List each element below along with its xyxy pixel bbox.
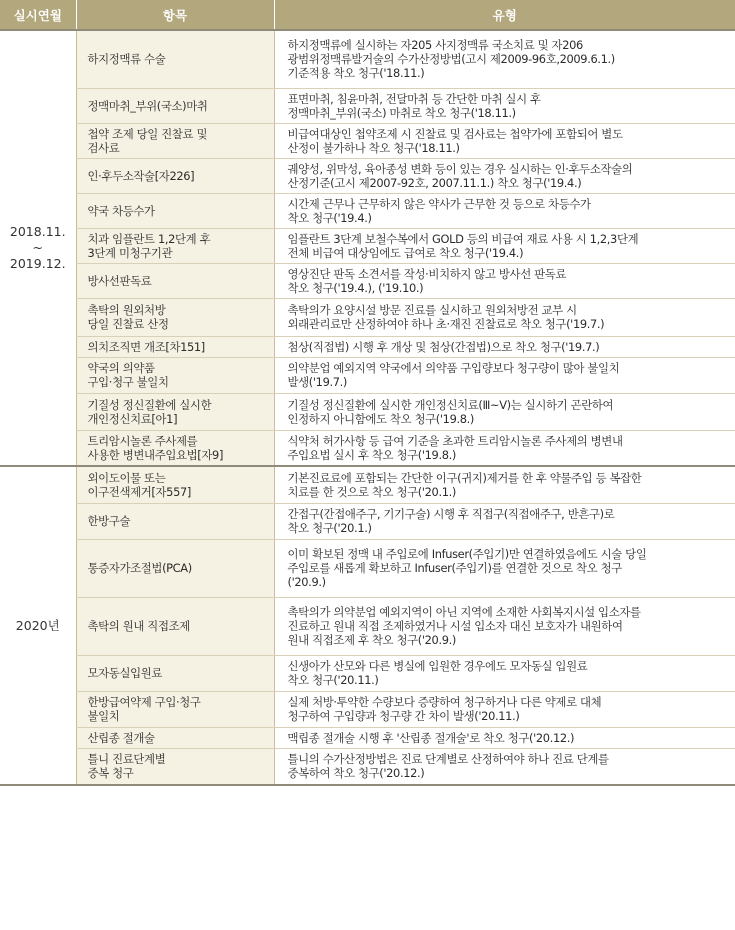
description-cell [274, 393, 735, 430]
item-cell [76, 357, 274, 393]
item-cell [76, 748, 274, 785]
item-line: 한방구술 [87, 514, 131, 528]
item-cell [76, 539, 274, 597]
description-line: 비급여대상인 첩약조제 시 진찰료 및 검사료는 첩약가에 포함되어 별도 [287, 126, 623, 141]
description-cell [274, 30, 735, 88]
item-line: 통증자가조절법(PCA) [87, 561, 192, 575]
description-cell [274, 298, 735, 336]
table-row [0, 263, 735, 298]
table-row [0, 336, 735, 357]
item-cell [76, 655, 274, 691]
item-cell [76, 158, 274, 193]
description-line: 중복하여 착오 청구('20.12.) [287, 766, 425, 781]
description-cell [274, 123, 735, 158]
table-row [0, 539, 735, 597]
item-line: 의치조직면 개조[차151] [87, 339, 205, 354]
item-cell [76, 727, 274, 748]
table-row [0, 357, 735, 393]
item-line: 한방급여약제 구입·청구 [87, 695, 201, 709]
item-line: 치과 임플란트 1,2단계 후 [87, 231, 211, 246]
description-line: 인정하지 아니함에도 착오 청구('19.8.) [287, 411, 475, 426]
item-cell [76, 466, 274, 503]
item-line: 틀니 진료단계별 [87, 752, 166, 767]
description-line: 하지정맥류에 실시하는 자205 사지정맥류 국소치료 및 자206 [287, 38, 583, 53]
item-cell [76, 298, 274, 336]
description-cell [274, 263, 735, 298]
item-line: 당일 진찰료 산정 [87, 317, 169, 331]
description-line: ('20.9.) [287, 575, 326, 589]
table-row [0, 466, 735, 503]
description-line: 이미 확보된 정맥 내 주입로에 Infuser(주입기)만 연결하였음에도 시술 당일 [287, 547, 647, 561]
item-line: 구입·청구 불일치 [87, 375, 169, 389]
item-cell [76, 88, 274, 123]
item-line: 산립종 절개술 [87, 730, 155, 745]
description-line: 진료하고 원내 직접 조제하였거나 시설 입소자 대신 보호자가 내원하여 [287, 619, 623, 633]
description-line: 주입요법 실시 후 착오 청구('19.8.) [287, 447, 456, 462]
description-cell [274, 466, 735, 503]
item-cell [76, 193, 274, 228]
table-row [0, 158, 735, 193]
item-line: 이구전색제거[자557] [87, 484, 191, 499]
item-line: 사용한 병변내주입요법[자9] [87, 447, 224, 462]
table-row [0, 503, 735, 539]
description-cell [274, 748, 735, 785]
description-line: 주입로를 새롭게 확보하고 Infuser(주입기)를 연결한 것으로 착오 청구 [287, 561, 622, 575]
description-cell [274, 503, 735, 539]
description-cell [274, 597, 735, 655]
item-cell [76, 263, 274, 298]
table-row [0, 691, 735, 727]
item-cell [76, 336, 274, 357]
description-line: 광범위정맥류발거술의 수가산정방법(고시 제2009-96호,2009.6.1.) [287, 52, 615, 67]
period-line: 2020년 [15, 617, 60, 633]
item-line: 외이도이물 또는 [87, 470, 166, 485]
item-line: 모자동실입원료 [87, 666, 163, 680]
table-row [0, 727, 735, 748]
item-line: 방사선판독료 [87, 273, 152, 288]
table-row [0, 193, 735, 228]
description-line: 기본진료료에 포함되는 간단한 이구(귀지)제거를 한 후 약물주입 등 복잡한 [287, 470, 642, 485]
description-line: 틀니의 수가산정방법은 진료 단계별로 산정하여야 하나 진료 단계를 [287, 752, 609, 767]
description-line: 착오 청구('19.4.), ('19.10.) [287, 280, 424, 295]
description-cell [274, 357, 735, 393]
table-row [0, 123, 735, 158]
item-line: 촉탁의 원내 직접조제 [87, 619, 190, 633]
description-line: 기질성 정신질환에 실시한 개인정신치료(Ⅲ~Ⅴ)는 실시하기 곤란하여 [287, 397, 614, 412]
description-cell [274, 430, 735, 466]
item-cell [76, 597, 274, 655]
description-cell [274, 88, 735, 123]
item-line: 첩약 조제 당일 진찰료 및 [87, 126, 208, 141]
period-cell [0, 30, 76, 466]
table-header-row [0, 0, 735, 30]
table-row [0, 30, 735, 88]
description-cell [274, 336, 735, 357]
description-line: 외래관리료만 산정하여야 하나 초·재진 진찰료로 착오 청구('19.7.) [287, 317, 605, 331]
item-cell [76, 123, 274, 158]
description-line: 청구하여 구입량과 청구량 간 차이 발생('20.11.) [287, 709, 520, 723]
description-line: 발생('19.7.) [287, 375, 348, 389]
description-line: 신생아가 산모와 다른 병실에 입원한 경우에도 모자동실 입원료 [287, 659, 588, 673]
description-line: 정맥마취_부위(국소) 마취로 착오 청구('18.11.) [287, 105, 516, 120]
description-line: 식약처 허가사항 등 급여 기준을 초과한 트리암시놀론 주사제의 병변내 [287, 433, 623, 448]
item-cell [76, 30, 274, 88]
item-line: 하지정맥류 수술 [87, 52, 166, 67]
item-line: 불일치 [87, 709, 120, 723]
table-row [0, 597, 735, 655]
table-row [0, 228, 735, 263]
description-line: 산정이 불가하나 착오 청구('18.11.) [287, 140, 460, 155]
item-line: 검사료 [87, 140, 120, 155]
item-line: 정맥마취_부위(국소)마취 [87, 98, 208, 113]
item-line: 약국의 의약품 [87, 361, 155, 375]
description-cell [274, 158, 735, 193]
item-line: 약국 차등수가 [87, 203, 155, 218]
item-cell [76, 228, 274, 263]
description-cell [274, 228, 735, 263]
description-line: 전체 비급여 대상임에도 급여로 착오 청구('19.4.) [287, 245, 524, 260]
period-column-header: 실시연월 [0, 0, 76, 30]
description-cell [274, 193, 735, 228]
description-line: 착오 청구('20.1.) [287, 521, 372, 535]
description-line: 임플란트 3단계 보철수복에서 GOLD 등의 비급여 재료 사용 시 1,2,3단계 [287, 231, 639, 246]
description-line: 원내 직접조제 후 착오 청구('20.9.) [287, 633, 456, 647]
description-line: 기준적용 착오 청구('18.11.) [287, 66, 425, 81]
item-line: 트리암시놀론 주사제를 [87, 433, 198, 448]
table-row [0, 748, 735, 785]
table-row [0, 430, 735, 466]
description-line: 시간제 근무나 근무하지 않은 약사가 근무한 것 등으로 차등수가 [287, 196, 591, 211]
period-line: 2018.11. [9, 224, 66, 239]
period-cell [0, 466, 76, 785]
item-cell [76, 430, 274, 466]
description-cell [274, 691, 735, 727]
description-line: 첨상(직접법) 시행 후 개상 및 첨상(간접법)으로 착오 청구('19.7.) [287, 339, 600, 354]
description-line: 영상진단 판독 소견서를 작성·비치하지 않고 방사선 판독료 [287, 266, 567, 281]
item-cell [76, 691, 274, 727]
item-line: 기질성 정신질환에 실시한 [87, 397, 212, 412]
description-line: 의약분업 예외지역 약국에서 의약품 구입량보다 청구량이 많아 불일치 [287, 361, 620, 375]
description-cell [274, 727, 735, 748]
description-line: 치료를 한 것으로 착오 청구('20.1.) [287, 484, 456, 499]
description-cell [274, 655, 735, 691]
description-line: 실제 처방·투약한 수량보다 증량하여 청구하거나 다른 약제로 대체 [287, 695, 602, 709]
description-line: 간접구(간접애주구, 기기구술) 시행 후 직접구(직접애주구, 반흔구)로 [287, 507, 615, 521]
description-line: 촉탁의가 의약분업 예외지역이 아닌 지역에 소재한 사회복지시설 입소자를 [287, 605, 641, 619]
description-line: 착오 청구('20.11.) [287, 673, 379, 687]
item-line: 촉탁의 원외처방 [87, 303, 166, 317]
item-line: 3단계 미청구기관 [87, 245, 173, 260]
description-line: 촉탁의가 요양시설 방문 진료를 실시하고 원외처방전 교부 시 [287, 303, 577, 317]
description-line: 표면마취, 침윤마취, 전달마취 등 간단한 마취 실시 후 [287, 91, 541, 106]
period-line: ~ [32, 240, 43, 255]
item-column-header: 항목 [76, 0, 274, 30]
table-row [0, 298, 735, 336]
item-line: 중복 청구 [87, 766, 134, 781]
type-column-header: 유형 [274, 0, 735, 30]
description-line: 맥립종 절개술 시행 후 '산립종 절개술'로 착오 청구('20.12.) [287, 730, 575, 745]
description-cell [274, 539, 735, 597]
item-line: 인·후두소작술[자226] [87, 168, 195, 183]
table-row [0, 655, 735, 691]
description-line: 착오 청구('19.4.) [287, 210, 372, 225]
item-line: 개인정신치료[아1] [87, 411, 178, 426]
description-line: 궤양성, 위막성, 육아종성 변화 등이 있는 경우 실시하는 인·후두소작술의 [287, 161, 633, 176]
description-line: 산정기준(고시 제2007-92호, 2007.11.1.) 착오 청구('19.4.) [287, 175, 582, 190]
table-body [0, 30, 735, 785]
period-line: 2019.12. [9, 256, 66, 271]
table-row [0, 393, 735, 430]
item-cell [76, 503, 274, 539]
table-row [0, 88, 735, 123]
item-cell [76, 393, 274, 430]
